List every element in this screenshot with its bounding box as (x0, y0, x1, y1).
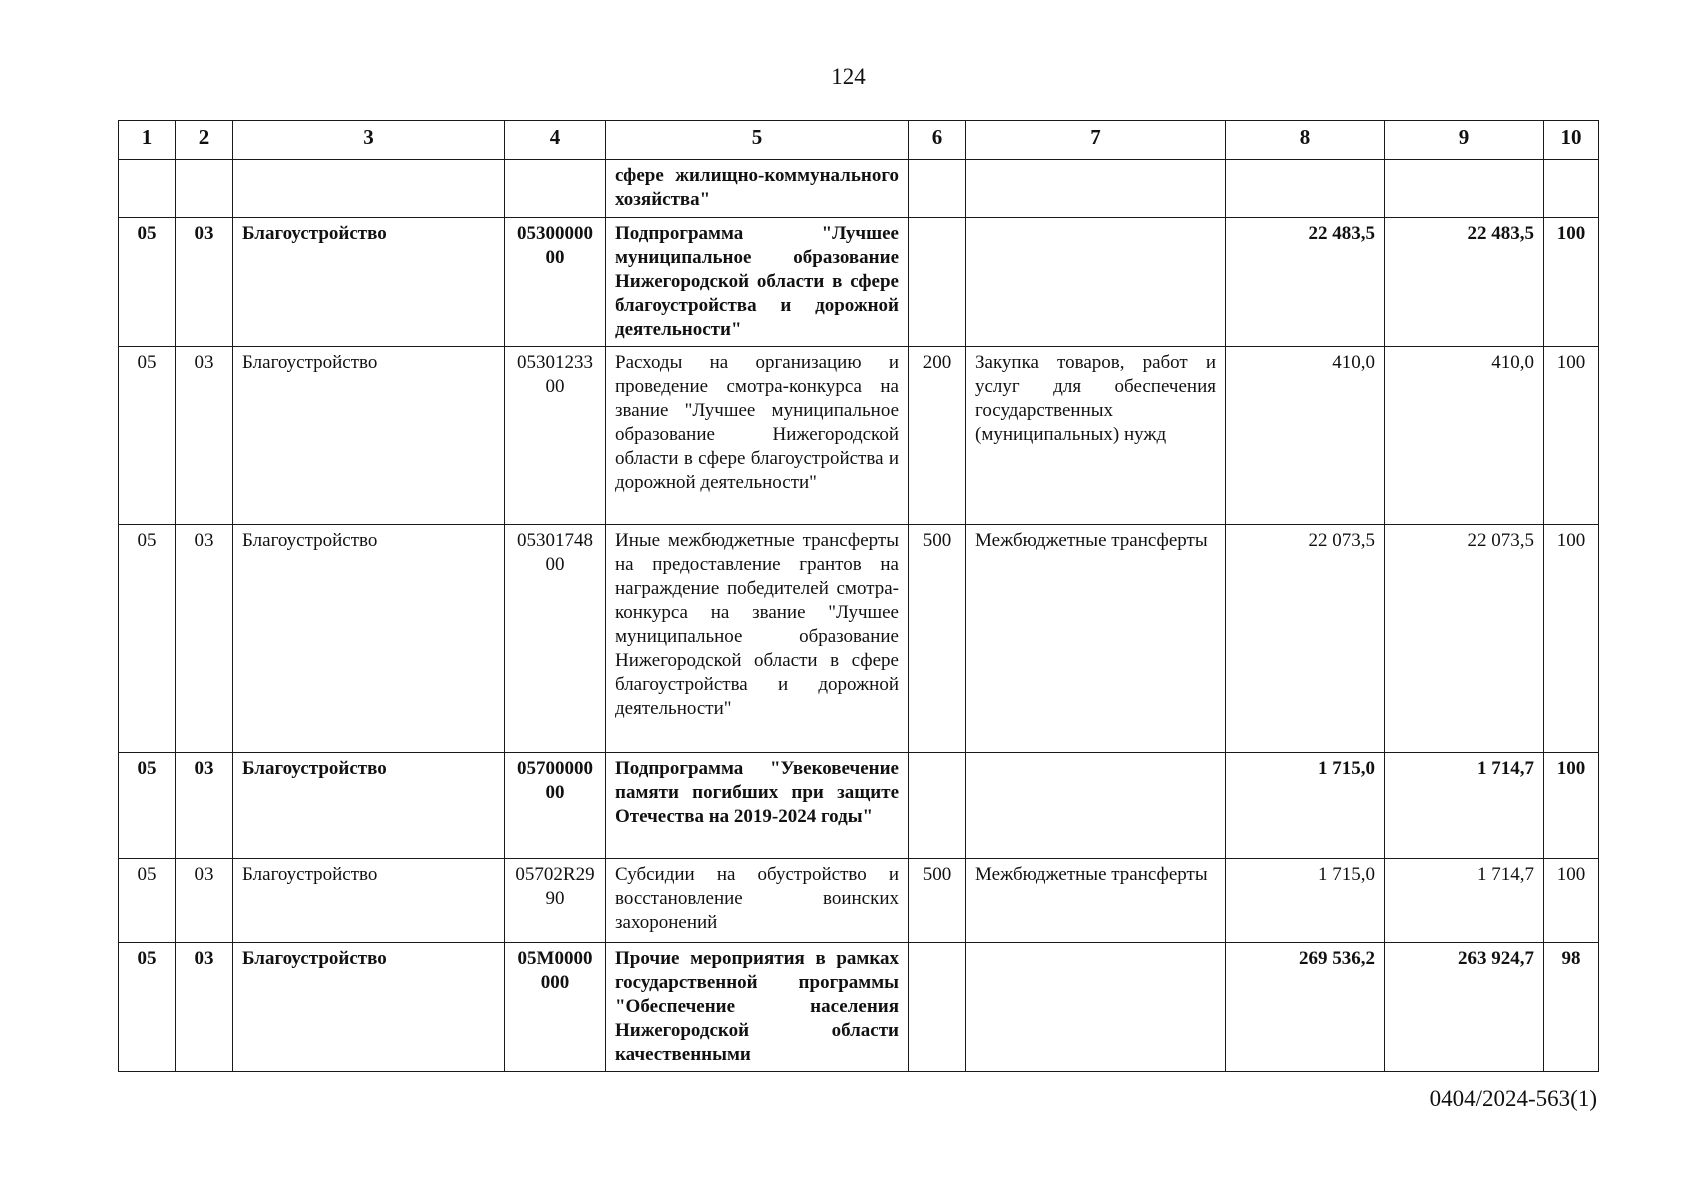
cell-percent: 100 (1544, 218, 1599, 347)
cell-type-code (909, 943, 966, 1072)
cell-section: 05 (119, 859, 176, 943)
description-text: Субсидии на обустройство и восстановление воинских захоронений (615, 864, 899, 933)
cell-section: 05 (119, 525, 176, 753)
cell-subsection: 03 (176, 753, 233, 859)
cell-percent: 100 (1544, 859, 1599, 943)
column-header: 6 (909, 121, 966, 160)
cell-type-name (966, 160, 1226, 218)
cell-title (233, 160, 505, 218)
cell-plan: 1 715,0 (1226, 753, 1385, 859)
column-header: 1 (119, 121, 176, 160)
column-header: 8 (1226, 121, 1385, 160)
cell-actual: 410,0 (1385, 347, 1544, 525)
cell-subsection: 03 (176, 347, 233, 525)
cell-title: Благоустройство (233, 347, 505, 525)
cell-section: 05 (119, 943, 176, 1072)
cell-actual: 1 714,7 (1385, 859, 1544, 943)
cell-percent: 100 (1544, 525, 1599, 753)
cell-type-name: Межбюджетные трансферты (966, 525, 1226, 753)
document-code: 0404/2024-563(1) (1429, 1086, 1597, 1111)
column-header: 10 (1544, 121, 1599, 160)
table-row (119, 160, 1599, 218)
cell-type-name (966, 753, 1226, 859)
column-header: 4 (505, 121, 606, 160)
cell-type-name: Межбюджетные трансферты (966, 859, 1226, 943)
cell-type-code: 500 (909, 859, 966, 943)
cell-subsection (176, 160, 233, 218)
cell-actual: 1 714,7 (1385, 753, 1544, 859)
cell-plan (1226, 160, 1385, 218)
cell-code: 0530123300 (505, 347, 606, 525)
column-header: 5 (606, 121, 909, 160)
description-text: Расходы на организацию и проведение смотра-конкурса на звание "Лучшее муниципальное образование Нижегородской области в сфере благоустройства и дорожной деятельности" (615, 352, 899, 493)
header-row (119, 121, 1599, 160)
description-text: Подпрограмма "Лучшее муниципальное образование Нижегородской области в сфере благоустройства и дорожной деятельности" (615, 223, 899, 340)
cell-subsection: 03 (176, 859, 233, 943)
cell-type-name (966, 347, 1226, 525)
cell-code: 0570000000 (505, 753, 606, 859)
cell-description (606, 160, 909, 218)
cell-percent: 98 (1544, 943, 1599, 1072)
cell-actual (1385, 160, 1544, 218)
cell-description (606, 753, 909, 859)
cell-subsection: 03 (176, 218, 233, 347)
cell-type-code: 200 (909, 347, 966, 525)
column-header: 3 (233, 121, 505, 160)
table-row (119, 859, 1599, 943)
cell-subsection: 03 (176, 943, 233, 1072)
table-row (119, 347, 1599, 525)
cell-type-code: 500 (909, 525, 966, 753)
cell-type-name (966, 943, 1226, 1072)
cell-type-name (966, 218, 1226, 347)
table-row (119, 753, 1599, 859)
cell-title: Благоустройство (233, 943, 505, 1072)
cell-plan: 410,0 (1226, 347, 1385, 525)
description-text: сфере жилищно-коммунального хозяйства" (615, 165, 899, 210)
cell-type-code (909, 753, 966, 859)
cell-percent: 100 (1544, 347, 1599, 525)
cell-section (119, 160, 176, 218)
cell-title: Благоустройство (233, 525, 505, 753)
cell-description (606, 525, 909, 753)
cell-title: Благоустройство (233, 218, 505, 347)
cell-plan: 22 073,5 (1226, 525, 1385, 753)
cell-plan: 22 483,5 (1226, 218, 1385, 347)
cell-type-code (909, 160, 966, 218)
cell-description (606, 859, 909, 943)
cell-title: Благоустройство (233, 753, 505, 859)
table-row (119, 525, 1599, 753)
table-row (119, 218, 1599, 347)
cell-code: 0530000000 (505, 218, 606, 347)
cell-plan: 269 536,2 (1226, 943, 1385, 1072)
cell-code: 0530174800 (505, 525, 606, 753)
column-header: 7 (966, 121, 1226, 160)
budget-table (118, 120, 1599, 1072)
cell-title: Благоустройство (233, 859, 505, 943)
cell-section: 05 (119, 753, 176, 859)
cell-percent (1544, 160, 1599, 218)
cell-actual: 22 073,5 (1385, 525, 1544, 753)
type-name-text: Закупка товаров, работ и услуг для обеспечения государственных (муниципальных) нужд (975, 352, 1216, 445)
description-text: Прочие мероприятия в рамках государственной программы "Обеспечение населения Нижегородской области качественными (615, 948, 899, 1065)
cell-section: 05 (119, 347, 176, 525)
cell-section: 05 (119, 218, 176, 347)
cell-code: 05702R2990 (505, 859, 606, 943)
cell-actual: 22 483,5 (1385, 218, 1544, 347)
description-text: Иные межбюджетные трансферты на предоставление грантов на награждение победителей смотра-конкурса на звание "Лучшее муниципальное образование Нижегородской области в сфере благоустройства и дорожной деятельности" (615, 530, 899, 719)
column-header: 2 (176, 121, 233, 160)
cell-percent: 100 (1544, 753, 1599, 859)
description-text: Подпрограмма "Увековечение памяти погибших при защите Отечества на 2019-2024 годы" (615, 758, 899, 827)
cell-type-code (909, 218, 966, 347)
cell-description (606, 218, 909, 347)
page-number: 124 (831, 64, 866, 89)
cell-description (606, 347, 909, 525)
cell-code: 05М0000000 (505, 943, 606, 1072)
cell-plan: 1 715,0 (1226, 859, 1385, 943)
cell-actual: 263 924,7 (1385, 943, 1544, 1072)
cell-code (505, 160, 606, 218)
table-row (119, 943, 1599, 1072)
cell-description (606, 943, 909, 1072)
column-header: 9 (1385, 121, 1544, 160)
cell-subsection: 03 (176, 525, 233, 753)
